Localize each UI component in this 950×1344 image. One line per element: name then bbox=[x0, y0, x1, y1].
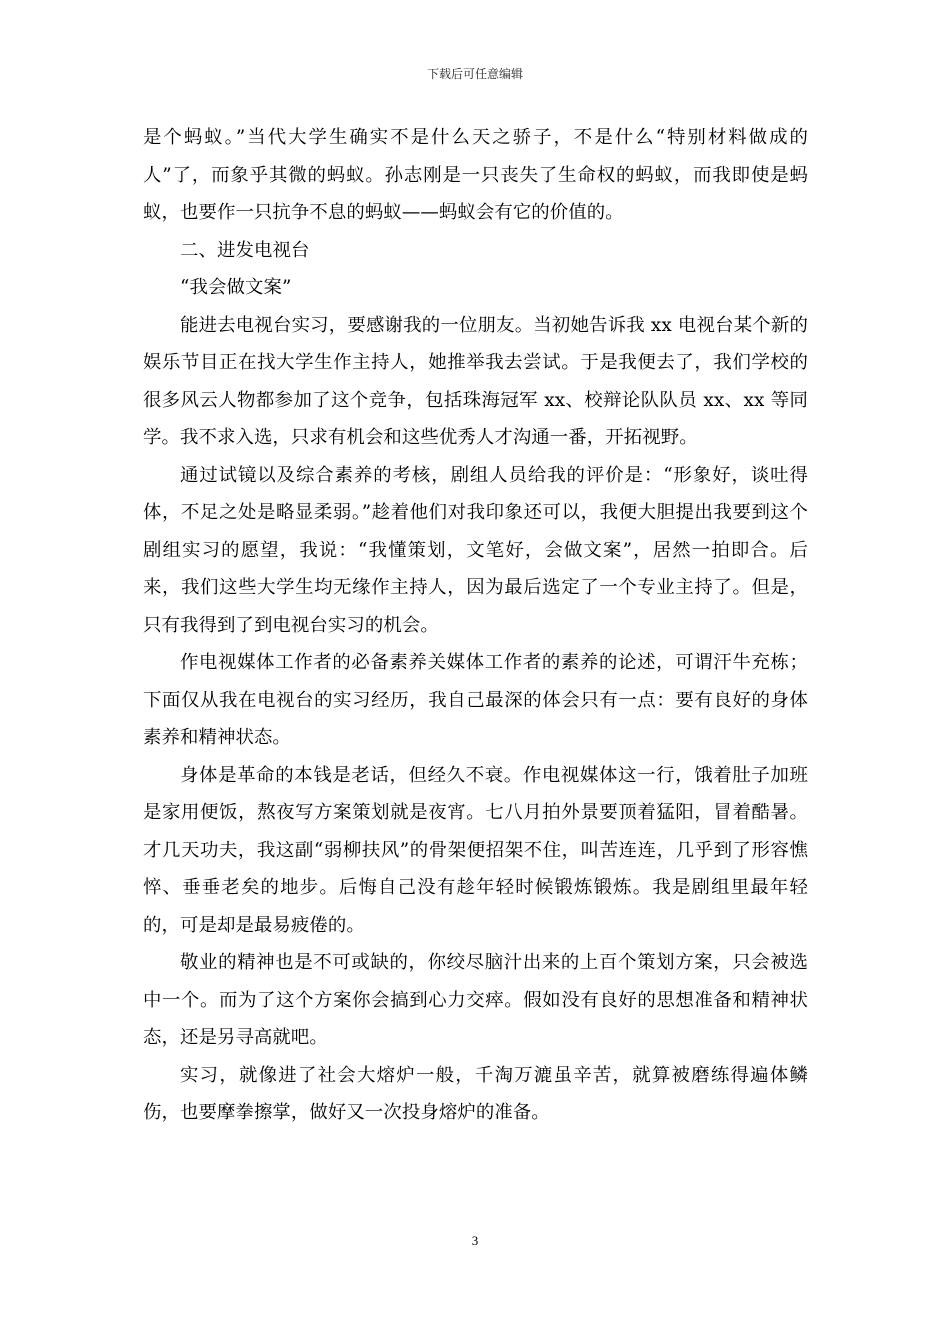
paragraph: 作电视媒体工作者的必备素养关媒体工作者的素养的论述，可谓汗牛充栋；下面仅从我在电视台的实习经历，我自己最深的体会只有一点：要有良好的身体素养和精神状态。 bbox=[143, 652, 808, 748]
paragraph: 敬业的精神也是不可或缺的，你绞尽脑汁出来的上百个策划方案，只会被选中一个。而为了这个方案你会搞到心力交瘁。假如没有良好的思想准备和精神状态，还是另寻高就吧。 bbox=[143, 952, 808, 1048]
page-header: 下载后可任意编辑 bbox=[426, 67, 523, 81]
document-body bbox=[143, 119, 808, 1132]
paragraph: 身体是革命的本钱是老话，但经久不衰。作电视媒体这一行，饿着肚子加班是家用便饭，熬夜写方案策划就是夜宵。七八月拍外景要顶着猛阳，冒着酷暑。才几天功夫，我这副“弱柳扶风”的骨架便招架不住，叫苦连连，几乎到了形容憔悴、垂垂老矣的地步。后悔自己没有趁年轻时候锻炼锻炼。我是剧组里最年轻的，可是却是最易疲倦的。 bbox=[143, 764, 808, 936]
paragraph: 通过试镜以及综合素养的考核，剧组人员给我的评价是：“形象好，谈吐得体，不足之处是略显柔弱。”趁着他们对我印象还可以，我便大胆提出我要到这个剧组实习的愿望，我说：“我懂策划，文笔好，会做文案”，居然一拍即合。后来，我们这些大学生均无缘作主持人，因为最后选定了一个专业主持了。但是，只有我得到了到电视台实习的机会。 bbox=[143, 464, 808, 636]
paragraph: 是个蚂蚁。”当代大学生确实不是什么天之骄子，不是什么“特别材料做成的人”了，而象乎其微的蚂蚁。孙志刚是一只丧失了生命权的蚂蚁，而我即使是蚂蚁，也要作一只抗争不息的蚂蚁——蚂蚁会有它的价值的。 bbox=[143, 127, 808, 223]
paragraph: 能进去电视台实习，要感谢我的一位朋友。当初她告诉我 xx 电视台某个新的娱乐节目正在找大学生作主持人，她推举我去尝试。于是我便去了，我们学校的很多风云人物都参加了这个竞争，包括珠海冠军 xx、校辩论队队员 xx、xx 等同学。我不求入选，只求有机会和这些优秀人才沟通一番，开拓视野。 bbox=[143, 314, 808, 448]
paragraph: 实习，就像进了社会大熔炉一般，千淘万漉虽辛苦，就算被磨练得遍体鳞伤，也要摩拳擦掌，做好又一次投身熔炉的准备。 bbox=[143, 1064, 808, 1123]
page-number: 3 bbox=[471, 1233, 479, 1248]
sub-heading: “我会做文案” bbox=[180, 277, 292, 298]
section-heading: 二、进发电视台 bbox=[180, 239, 310, 261]
